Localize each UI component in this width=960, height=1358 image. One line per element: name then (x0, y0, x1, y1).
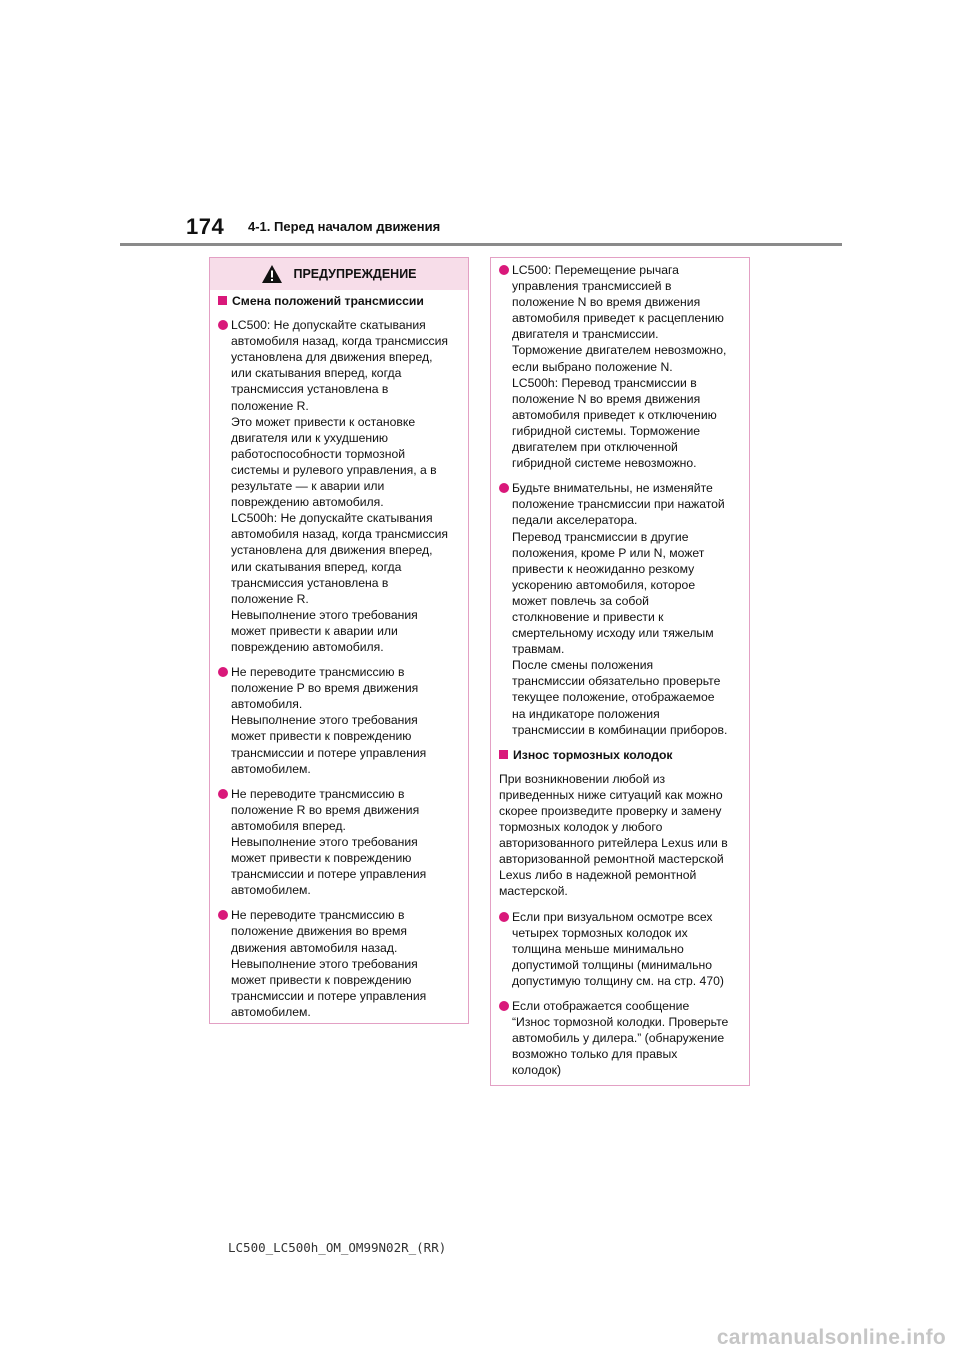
subheading-text: Смена положений трансмиссии (232, 294, 424, 308)
bullet-dot-icon (218, 789, 228, 799)
paragraph: При возникновении любой из приведенных ниже ситуаций как можно скорее произведите проверку и замену тормозных колодок у любого авторизованного ритейлера Lexus или в авторизованной ремонтной мастерской Lexus либо в надежной ремонтной мастерской. (499, 771, 728, 899)
square-bullet-icon (218, 296, 227, 305)
section-title: 4-1. Перед началом движения (248, 219, 441, 234)
list-item-text: Не переводите трансмиссию в положение движения во время движения автомобиля назад. Невыполнение этого требования может привести к повреждению трансмиссии и потере управления автомобилем. (231, 908, 427, 1019)
list-item (218, 907, 456, 1020)
warning-content-left (210, 290, 468, 1020)
list-item-text: Если отображается сообщение “Износ тормозной колодки. Проверьте автомобиль у дилера.” (обнаружение возможно только для правых колодок) (512, 999, 729, 1078)
list-item (218, 664, 456, 777)
warning-content-right (491, 258, 749, 1079)
watermark: carmanualsonline.info (716, 1326, 946, 1349)
warning-title: ПРЕДУПРЕЖДЕНИЕ (293, 267, 417, 281)
list-item-text: LC500: Не допускайте скатывания автомобиля назад, когда трансмиссия установлена для движения вперед, или скатывания вперед, когда трансмиссия установлена в положение R. Это может привести к остановке двигателя или к ухудшению работоспособности тормозной системы и рулевого управления, а в результате — к аварии или повреждению автомобиля. LC500h: Не допускайте скатывания автомобиля назад, когда трансмиссия установлена для движения вперед, или скатывания вперед, когда трансмиссия установлена в положение R. Невыполнение этого требования может привести к аварии или повреждению автомобиля. (231, 318, 449, 654)
list-item (499, 262, 737, 471)
list-item (499, 909, 737, 989)
list-item (218, 786, 456, 899)
bullet-dot-icon (499, 912, 509, 922)
bullet-dot-icon (218, 667, 228, 677)
header-divider (120, 243, 842, 246)
warning-box-left (209, 257, 469, 1024)
list-item (499, 998, 737, 1078)
subheading-brake-pads (499, 747, 737, 763)
page-number: 174 (186, 214, 225, 239)
warning-box-right (490, 257, 750, 1086)
bullet-dot-icon (499, 265, 509, 275)
bullet-dot-icon (499, 1001, 509, 1011)
square-bullet-icon (499, 750, 508, 759)
list-item-text: Не переводите трансмиссию в положение P во время движения автомобиля. Невыполнение этого требования может привести к повреждению трансмиссии и потере управления автомобилем. (231, 665, 427, 776)
document-code: LC500_LC500h_OM_OM99N02R_(RR) (228, 1240, 447, 1255)
subheading-transmission (218, 293, 456, 309)
list-item (218, 317, 456, 655)
warning-triangle-icon (261, 264, 283, 284)
list-item-text: Не переводите трансмиссию в положение R во время движения автомобиля вперед. Невыполнение этого требования может привести к повреждению трансмиссии и потере управления автомобилем. (231, 786, 427, 898)
bullet-dot-icon (499, 483, 509, 493)
list-item-text: Если при визуальном осмотре всех четырех тормозных колодок их толщина меньше минимально допустимой толщины (минимально допустимую толщину см. на стр. 470) (512, 909, 724, 988)
list-item-text: LC500: Перемещение рычага управления трансмиссией в положение N во время движения автомобиля приведет к расцеплению двигателя и трансмиссии. Торможение двигателем невозможно, если выбрано положение N. LC500h: Перевод трансмиссии в положение N во время движения автомобиля приведет к отключению гибридной системы. Торможение двигателем при отключенной гибридной системе невозможно. (512, 263, 727, 471)
warning-header (210, 258, 468, 290)
list-item-text: Будьте внимательны, не изменяйте положение трансмиссии при нажатой педали акселератора. Перевод трансмиссии в другие положения, кроме P или N, может привести к неожиданно резкому ускорению автомобиля, которое может повлечь за собой столкновение и привести к смертельному исходу или тяжелым травмам. После смены положения трансмиссии обязательно проверьте текущее положение, отображаемое на индикаторе положения трансмиссии в комбинации приборов. (512, 481, 728, 737)
bullet-dot-icon (218, 910, 228, 920)
list-item (499, 480, 737, 738)
subheading-text: Износ тормозных колодок (513, 747, 673, 762)
bullet-dot-icon (218, 320, 228, 330)
